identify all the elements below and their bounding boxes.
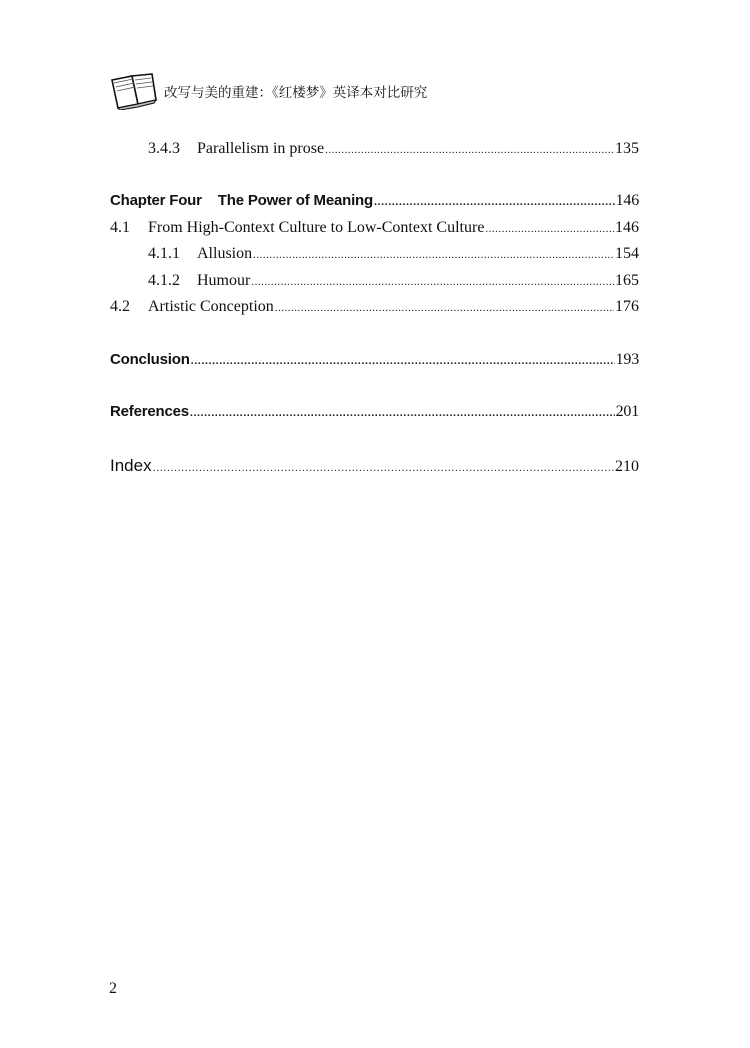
toc-label: References (110, 403, 189, 420)
toc-page: 193 (615, 351, 639, 368)
toc-number: 4.1.2 (148, 272, 180, 289)
toc-page: 165 (615, 272, 639, 289)
toc-number: 4.1.1 (148, 245, 180, 262)
leader-dots (191, 355, 615, 367)
running-header (108, 70, 648, 110)
toc-label: Humour (197, 272, 251, 289)
toc-page: 146 (615, 219, 639, 236)
toc-entry-index[interactable] (110, 456, 639, 478)
toc-page: 146 (615, 192, 639, 209)
toc-page: 135 (615, 140, 639, 157)
toc-entry-4-1-1[interactable] (110, 245, 639, 267)
toc-entry-4-1[interactable] (110, 219, 639, 241)
toc-entry-3-4-3[interactable] (110, 140, 639, 162)
toc-label: From High-Context Culture to Low-Context Culture (148, 219, 485, 236)
toc-entry-references[interactable] (110, 403, 639, 425)
toc-page: 154 (615, 245, 639, 262)
toc-entry-4-2[interactable] (110, 298, 639, 320)
leader-dots (153, 462, 614, 474)
toc-page: 176 (615, 298, 639, 315)
leader-dots (275, 302, 614, 314)
leader-dots (485, 223, 614, 235)
leader-dots (374, 196, 615, 208)
toc-label: Conclusion (110, 351, 190, 368)
toc-number: Chapter Four (110, 192, 202, 209)
toc-label: Artistic Conception (148, 298, 274, 315)
toc-label: Parallelism in prose (197, 140, 325, 157)
toc-label: Allusion (197, 245, 253, 262)
page-number: 2 (109, 980, 117, 997)
toc-page: 210 (615, 458, 639, 475)
open-book-icon (108, 70, 160, 110)
toc-number: 3.4.3 (148, 140, 180, 157)
toc-page: 201 (615, 403, 639, 420)
leader-dots (251, 276, 614, 288)
toc-entry-conclusion[interactable] (110, 351, 639, 373)
leader-dots (253, 249, 614, 261)
toc-label: Index (110, 456, 152, 475)
leader-dots (325, 144, 614, 156)
toc-number: 4.2 (110, 298, 130, 315)
header-title: 改写与美的重建：《红楼梦》英译本对比研究 (164, 85, 428, 101)
toc-entry-chapter-four[interactable] (110, 192, 639, 214)
toc-label: The Power of Meaning (217, 192, 373, 209)
toc-number: 4.1 (110, 219, 130, 236)
leader-dots (190, 407, 615, 419)
toc-entry-4-1-2[interactable] (110, 272, 639, 294)
